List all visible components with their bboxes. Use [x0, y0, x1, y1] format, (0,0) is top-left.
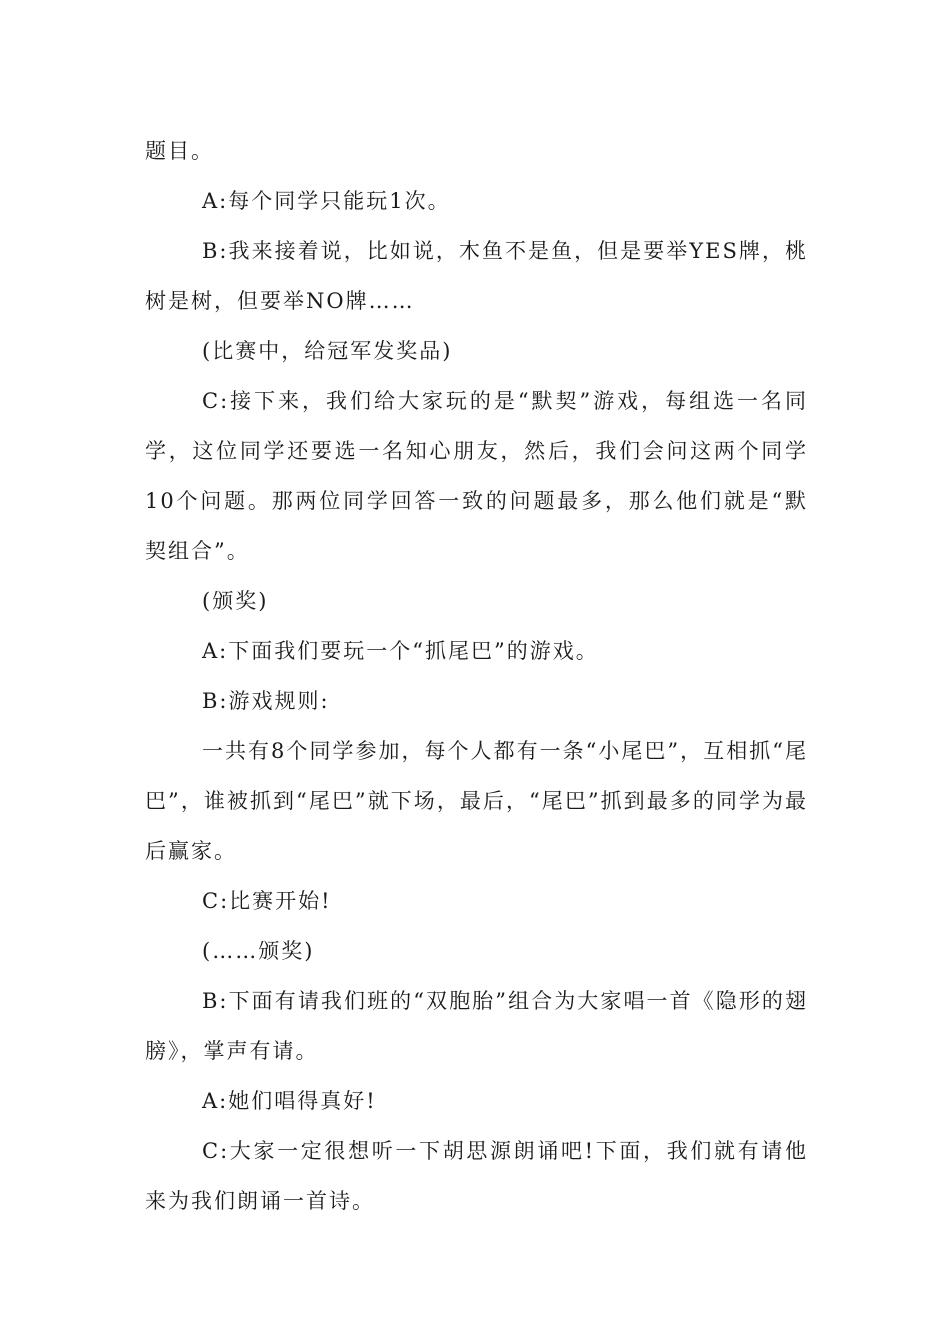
paragraph: 题目。	[145, 139, 214, 163]
paragraph: A:她们唱得真好!	[202, 1089, 377, 1113]
paragraph: (……颁奖)	[202, 939, 315, 963]
paragraph: (比赛中，给冠军发奖品)	[202, 339, 453, 363]
paragraph: C:大家一定很想听一下胡思源朗诵吧!下面，我们就有请他来为我们朗诵一首诗。	[145, 1139, 808, 1213]
paragraph: B:我来接着说，比如说，木鱼不是鱼，但是要举YES牌，桃树是树，但要举NO牌……	[145, 239, 808, 313]
paragraph: 一共有8个同学参加，每个人都有一条“小尾巴”，互相抓“尾巴”，谁被抓到“尾巴”就下场，最后，“尾巴”抓到最多的同学为最后赢家。	[145, 739, 808, 863]
paragraph: C:比赛开始!	[202, 889, 332, 913]
paragraph: B:游戏规则:	[202, 689, 330, 713]
paragraph: A:每个同学只能玩1次。	[202, 189, 451, 213]
paragraph: B:下面有请我们班的“双胞胎”组合为大家唱一首《隐形的翅膀》，掌声有请。	[145, 989, 808, 1063]
paragraph: (颁奖)	[202, 589, 269, 613]
paragraph: C:接下来，我们给大家玩的是“默契”游戏，每组选一名同学，这位同学还要选一名知心朋友，然后，我们会问这两个同学10个问题。那两位同学回答一致的问题最多，那么他们就是“默契组合”。	[145, 389, 808, 563]
document-body	[145, 126, 808, 1226]
paragraph: A:下面我们要玩一个“抓尾巴”的游戏。	[202, 639, 599, 663]
